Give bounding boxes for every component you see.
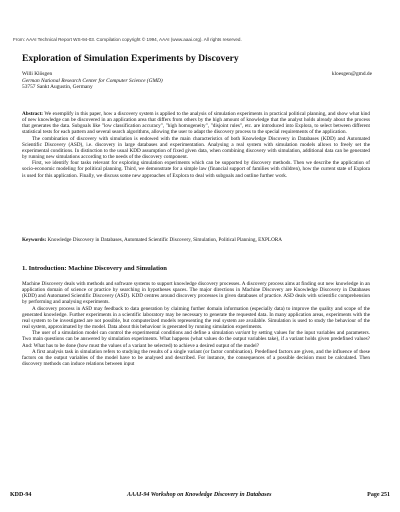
author-block bbox=[22, 71, 163, 91]
intro-paragraph-2: A discovery process in ASD may feedback to data generation by claiming further domain information (especially data) to improve the quality and scope of the generated knowledge. Further experiments in a scientific laboratory may be necessary to generate the requested data. In many application areas, experiments with the real system to be investigated are not possible, but computerized models representing the real system are available. Simulation is used to study the behaviour of the real system, approximated by the model. Data about this behaviour is generated by running simulation experiments. bbox=[22, 305, 370, 331]
footer-left-label: KDD-94 bbox=[10, 492, 32, 498]
intro-paragraph-3-end: by setting values for the input variables and parameters. Two main questions can be answered by simulation experiments. What happens (what values do the output variables take), if a variant holds given predefined values? And: What has to be done (how must the values of a variant be selected) to achieve a desired output of the model? bbox=[22, 330, 370, 349]
author-email: kloesgen@gmd.de bbox=[331, 71, 372, 77]
abstract-paragraph-2: The combination of discovery with simulation is endowed with the main characteristics of both Knowledge Discovery in Databases (KDD) and Automated Scientific Discovery (ASD), i.e. discovery in large databases and experimentation. Analysing a real system with simulation models allows to freely set the experimental conditions. In distinction to the usual KDD assumption of fixed given data, when combining discovery with simulation, additional data can be generated by running new simulations according to the needs of the discovery component. bbox=[22, 135, 370, 161]
intro-paragraph-4: A first analysis task in simulation refers to studying the results of a single variant (or factor combination). Predefined factors are given, and the influence of these factors on the output variables of the model have to be analysed and described. For instance, the consequences of a possible decision must be calculated. Then discovery methods can induce relations between input bbox=[22, 348, 370, 368]
introduction-section bbox=[22, 281, 370, 367]
intro-paragraph-3 bbox=[22, 330, 370, 348]
abstract-label: Abstract: bbox=[22, 111, 44, 117]
copyright-source-line: From: AAAI Technical Report WS-94-03. Compilation copyright © 1994, AAAI (www.aaai.org). All rights reserved. bbox=[13, 37, 242, 42]
keywords-label: Keywords: bbox=[22, 237, 47, 243]
footer-page-number: Page 251 bbox=[367, 492, 390, 498]
page-footer bbox=[10, 492, 390, 498]
footer-workshop-name: AAAI-94 Workshop on Knowledge Discovery in Databases bbox=[127, 492, 272, 498]
intro-term-variant: variant bbox=[235, 330, 251, 337]
author-affiliation: German National Research Center for Computer Science (GMD) bbox=[22, 77, 163, 84]
keywords-text: Knowledge Discovery in Databases, Automated Scientific Discovery, Simulation, Political Planning, EXPLORA bbox=[46, 237, 283, 243]
abstract-paragraph-1 bbox=[22, 111, 370, 136]
keywords-section bbox=[22, 237, 370, 243]
abstract-text-1: We exemplify in this paper, how a discovery system is applied to the analysis of simulation experiments in practical political planning, and show what kind of new knowledge can be discovered in an application area that differs from others by the high amount of knowledge that the analyst holds already about the process that generates the data. Subgoals like "low classification accuracy", "high homogeneity", "disjoint rules", etc. are introduced into Explora, to select between different statistical tests for each pattern and several search algorithms, allowing the user to adapt the discovery process to the special requirements of the application. bbox=[22, 111, 370, 136]
author-name: Willi Klösgen bbox=[22, 71, 53, 77]
abstract-section bbox=[22, 111, 370, 179]
keywords-paragraph bbox=[22, 237, 370, 243]
author-address: 53757 Sankt Augustin, Germany bbox=[22, 84, 93, 91]
section-heading-introduction: 1. Introduction: Machine Discovery and Simulation bbox=[22, 265, 167, 272]
abstract-paragraph-3: First, we identify four tasks relevant for exploring simulation experiments which can be supported by discovery methods. Then we describe the application of socio-economic modeling for political planning. Third, we demonstrate for a simple law (financial support of families with children), how the current state of Explora is used for this application. Finally, we discuss some new approaches of Explora to deal with subgoals and outline further work. bbox=[22, 160, 370, 179]
paper-title: Exploration of Simulation Experiments by Discovery bbox=[22, 53, 239, 64]
intro-paragraph-1: Machine Discovery deals with methods and software systems to support knowledge discovery processes. A discovery process aims at finding out new knowledge in an application domain of science or practice by searching in hypotheses spaces. The major directions in Machine Discovery are Knowledge Discovery in Databases (KDD) and Automated Scientific Discovery (ASD). KDD centres around discovery processes in given databases of practice. ASD deals with scientific comprehension by performing and analysing experiments. bbox=[22, 281, 370, 306]
intro-paragraph-3-start: The user of a simulation model can control the experimental conditions and define a simulation bbox=[32, 330, 236, 337]
